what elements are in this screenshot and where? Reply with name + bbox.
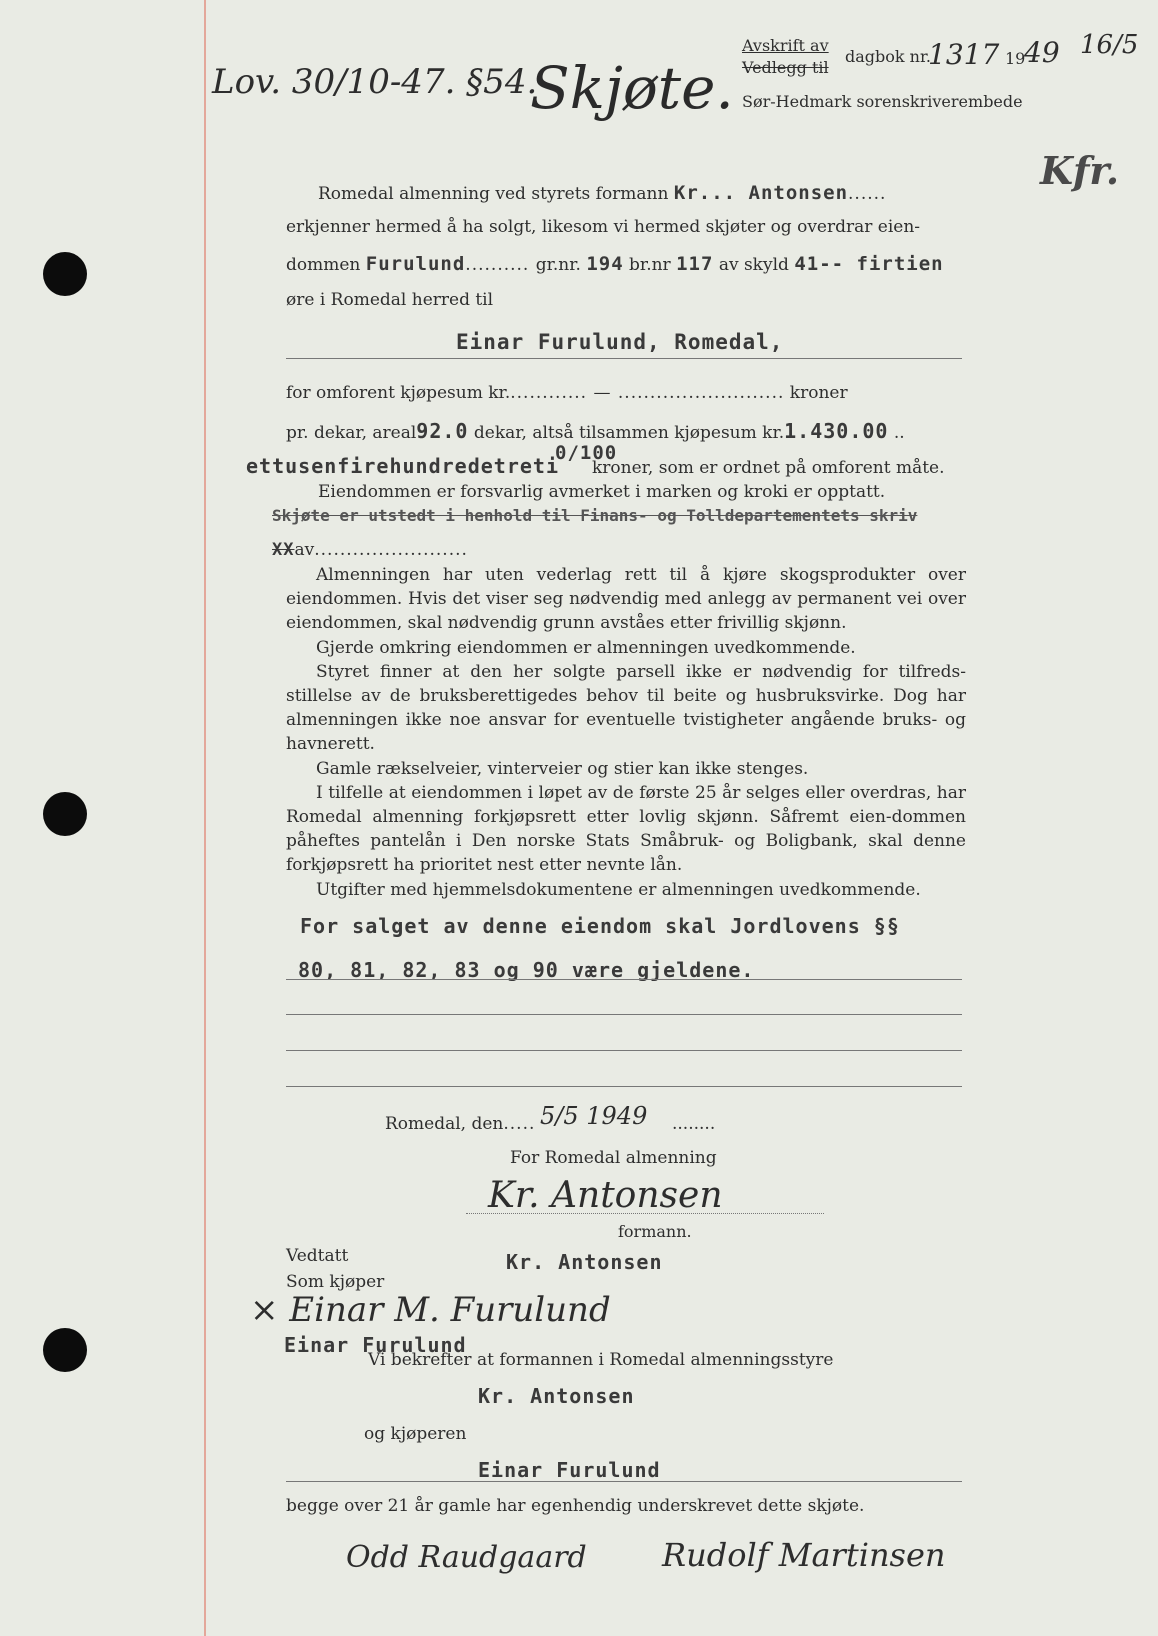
sum-suffix: kroner, som er ordnet på omforent måte.: [592, 458, 945, 478]
signature-buyer: × Einar M. Furulund: [250, 1290, 611, 1330]
header-avskrift: Avskrift av: [742, 36, 829, 55]
sum-ore: 0/100: [555, 442, 618, 464]
brnr-value: 117: [676, 253, 714, 275]
confirmation-text: Vi bekrefter at formannen i Romedal almenningsstyre: [368, 1350, 834, 1370]
price-prefix: for omforent kjøpesum kr.: [286, 383, 511, 403]
header-office: Sør-Hedmark sorenskriverembede: [742, 92, 1023, 111]
deed-conditions: [286, 563, 966, 902]
initials-stamp: Kfr.: [1040, 148, 1120, 193]
jordloven-clause-2: 80, 81, 82, 83 og 90 være gjeldene.: [298, 958, 755, 982]
og-kjoperen: og kjøperen: [364, 1424, 467, 1444]
area-mid: dekar, altså tilsammen kjøpesum kr.: [473, 423, 785, 443]
confirmed-seller: Kr. Antonsen: [478, 1384, 635, 1408]
header-vedlegg-text: Vedlegg til: [742, 58, 829, 77]
area-prefix: pr. dekar, areal: [286, 423, 417, 443]
buyer-typed-name: Einar Furulund: [284, 1333, 467, 1357]
skyld-value: 41-- firtien: [794, 253, 944, 275]
jordloven-clause-1: For salget av denne eiendom skal Jordlovens §§: [300, 914, 900, 938]
document-title: Skjøte.: [530, 54, 734, 122]
header-date: 16/5: [1080, 30, 1139, 60]
punch-hole: [43, 1328, 87, 1372]
property-prefix: dommen: [286, 255, 361, 275]
margin-note: Lov. 30/10-47. §54.: [212, 62, 538, 102]
header-year-suffix: 49: [1024, 36, 1060, 69]
rule: [286, 1014, 962, 1015]
rule: [286, 1086, 962, 1087]
condition-board: Styret finner at den her solgte parsell ikke er nødvendig for tilfreds-stillelse av de bruksberettigedes behov til beite og husbruksvirke. Dog har almenningen ikke noe ansvar for eventuelle tvistigheter angående bruks- og havnerett.: [286, 661, 966, 755]
struck-line-2: XXav........................: [272, 540, 468, 560]
price-suffix: kroner: [789, 383, 848, 403]
grnr-label: gr.nr.: [535, 255, 581, 275]
skyld-label: av skyld: [718, 255, 789, 275]
brnr-label: br.nr: [629, 255, 671, 275]
for-almenning: For Romedal almenning: [510, 1148, 717, 1168]
buyer-typed: Einar Furulund, Romedal,: [456, 330, 784, 354]
dots: ........: [672, 1114, 716, 1134]
signature-chairman: Kr. Antonsen: [488, 1175, 723, 1216]
sum-in-words: ettusenfirehundredetreti: [246, 454, 559, 478]
witness-statement: begge over 21 år gamle har egenhendig underskrevet dette skjøte.: [286, 1496, 865, 1516]
sum-words-line: [246, 454, 559, 478]
header-year-prefix: 19: [1005, 49, 1026, 68]
area-line: pr. dekar, areal92.0 dekar, altså tilsammen kjøpesum kr.1.430.00 ..: [286, 419, 905, 443]
rule: [286, 979, 962, 980]
formann-label: formann.: [618, 1222, 692, 1241]
punch-hole: [43, 792, 87, 836]
header-vedlegg: [742, 58, 829, 77]
total-sum: 1.430.00: [784, 419, 889, 443]
grnr-value: 194: [586, 253, 624, 275]
dots: ......: [848, 184, 887, 204]
confirmed-buyer: Einar Furulund: [478, 1458, 661, 1482]
rule: [286, 1050, 962, 1051]
marking-line: Eiendommen er forsvarlig avmerket i marken og kroki er opptatt.: [318, 482, 886, 502]
rule: [286, 1481, 962, 1482]
vedtatt-label: Vedtatt: [286, 1246, 349, 1266]
witness-signature-1: Odd Raudgaard: [346, 1540, 587, 1575]
witness-signature-2: Rudolf Martinsen: [662, 1536, 946, 1574]
chairman-typed: Kr. Antonsen: [506, 1250, 663, 1274]
seller-prefix: Romedal almenning ved styrets formann: [318, 184, 669, 204]
condition-preemption: I tilfelle at eiendommen i løpet av de første 25 år selges eller overdras, har Romedal almenning forkjøpsrett etter lovlig skjønn. Såfremt eien-dommen påheftes pantelån i Den norske Stats Småbruk- og Boligbank, skal denne forkjøpsrett ha prioritet nest etter nevnte lån.: [286, 782, 966, 876]
condition-roads: Gamle rækselveier, vinterveier og stier kan ikke stenges.: [316, 758, 809, 779]
condition-fence: Gjerde omkring eiendommen er almenningen uvedkommende.: [316, 637, 856, 658]
struck-clause: Skjøte er utstedt i henhold til Finans- og Tolldepartementets skriv: [272, 506, 918, 525]
property-name: Furulund: [365, 253, 466, 275]
signing-date: 5/5 1949: [540, 1102, 648, 1130]
condition-road: Almenningen har uten vederlag rett til å kjøre skogsprodukter over eiendommen. Hvis det viser seg nødvendig med anlegg av permanent vei over eiendommen, skal nødvendig grunn avståes etter frivillig skjønn.: [286, 565, 966, 634]
chairman-name: Kr... Antonsen: [673, 182, 849, 204]
header-dagbok-label: dagbok nr.: [845, 47, 931, 66]
struck-xx: XX: [272, 540, 295, 560]
punch-hole: [43, 252, 87, 296]
transfer-line: erkjenner hermed å ha solgt, likesom vi hermed skjøter og overdrar eien-: [286, 217, 921, 237]
margin-line: [204, 0, 206, 1636]
place-label: Romedal, den: [385, 1114, 504, 1134]
price-line: for omforent kjøpesum kr............. — .......................... kroner: [286, 383, 848, 403]
condition-costs: Utgifter med hjemmelsdokumentene er almenningen uvedkommende.: [316, 879, 921, 900]
struck-av: av: [294, 540, 315, 560]
place-date-line: Romedal, den.....: [385, 1114, 536, 1134]
area-value: 92.0: [416, 419, 469, 443]
rule: [286, 358, 962, 359]
seller-line: [318, 182, 886, 204]
som-kjoper-label: Som kjøper: [286, 1272, 385, 1292]
signature-rule: [466, 1213, 824, 1214]
herred-line: øre i Romedal herred til: [286, 290, 494, 310]
property-line: dommen Furulund.......... gr.nr. 194 br.nr 117 av skyld 41-- firtien: [286, 253, 944, 275]
header-dagbok-number: 1317: [928, 38, 1000, 71]
